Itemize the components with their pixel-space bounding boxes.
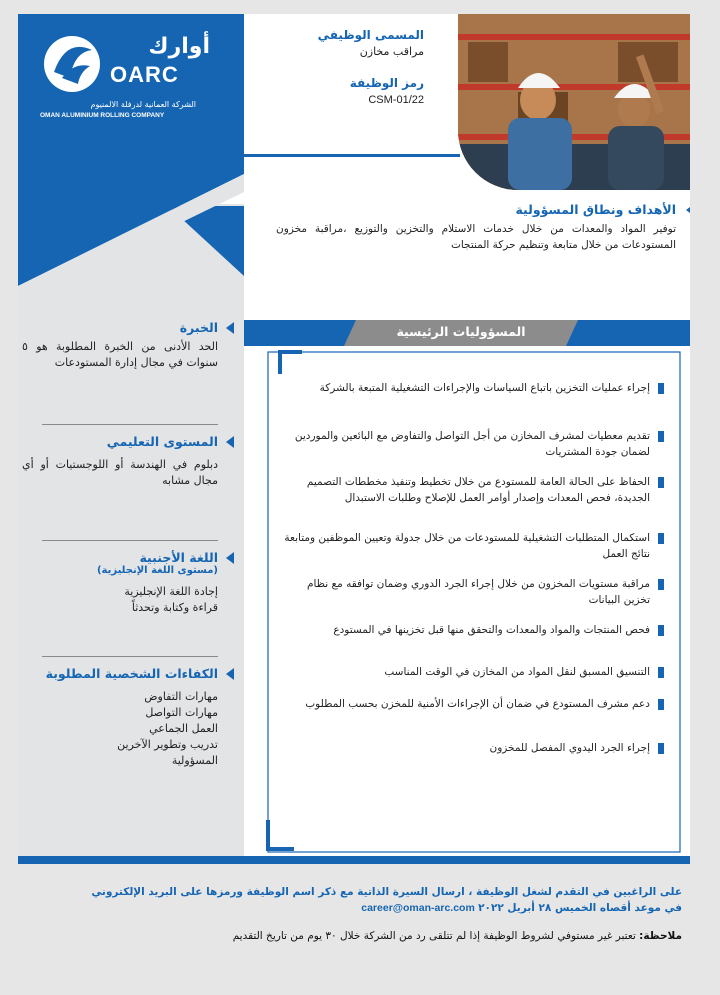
job-title-value: مراقب مخازن (359, 45, 424, 58)
competency-item: العمل الجماعي (149, 722, 218, 735)
logo-mark-icon (40, 32, 104, 96)
bullet-icon (658, 667, 664, 678)
section-arrow-icon (226, 552, 234, 564)
responsibility-item-7: التنسيق المسبق لنقل المواد من المخازن في الوقت المناسب (278, 664, 650, 680)
responsibility-item-1: إجراء عمليات التخزين باتباع السياسات والإجراءات التشغيلية المتبعة بالشركة (278, 380, 650, 396)
company-name-ar: أوارك (148, 34, 210, 59)
language-line-2: قراءة وكتابة وتحدثاً (131, 601, 218, 614)
bullet-icon (658, 477, 664, 488)
responsibility-item-2: تقديم معطيات لمشرف المخازن من أجل التواصل والتفاوض مع البائعين والموردين لضمان جودة المشتريات (278, 428, 650, 460)
bullet-icon (658, 533, 664, 544)
section-arrow-icon (686, 204, 690, 216)
sidebar-divider (42, 424, 218, 425)
note-label: ملاحظة: (639, 930, 682, 942)
sidebar-divider (42, 656, 218, 657)
responsibilities-heading: المسؤوليات الرئيسية (396, 324, 526, 339)
bullet-icon (658, 699, 664, 710)
job-code-value: CSM-01/22 (368, 94, 424, 106)
language-section (22, 550, 218, 616)
competency-item: تدريب وتطوير الآخرين (117, 738, 218, 751)
job-info (258, 28, 424, 108)
education-heading: المستوى التعليمي (106, 434, 218, 449)
footer (30, 884, 682, 944)
competency-item: مهارات التواصل (145, 706, 218, 719)
education-text: دبلوم في الهندسة أو اللوجستيات أو أي مجال مشابه (22, 458, 218, 487)
company-full-name-en: OMAN ALUMINIUM ROLLING COMPANY (40, 112, 165, 119)
education-section (22, 434, 218, 489)
experience-text: الحد الأدنى من الخبرة المطلوبة هو ٥ سنوات في مجال إدارة المستودعات (22, 340, 218, 369)
responsibility-item-3: الحفاظ على الحالة العامة للمستودع من خلال تخطيط وتنفيذ مخططات التصميم الجديدة، فحص المعدات وإصدار أوامر العمل للإصلاح وطلبات الاستبدال (278, 474, 650, 506)
language-subheading: (مستوى اللغة الإنجليزية) (96, 565, 218, 576)
company-full-name-ar: الشركة العمانية لدرفلة الالمنيوم (90, 100, 196, 109)
language-heading: اللغة الأجنبية (139, 550, 218, 565)
job-code-label: رمز الوظيفة (349, 76, 424, 90)
career-email-link[interactable]: career@oman-arc.com (361, 902, 475, 914)
competency-item: المسؤولية (171, 754, 218, 767)
job-title-label: المسمى الوظيفي (317, 28, 424, 42)
responsibility-item-6: فحص المنتجات والمواد والمعدات والتحقق منها قبل تخزينها في المستودع (278, 622, 650, 638)
section-arrow-icon (226, 322, 234, 334)
apply-instructions-line-2: في موعد أقصاه الخميس ٢٨ أبريل ٢٠٢٢ (478, 902, 682, 914)
apply-instructions-line-1: على الراغبين في التقدم لشغل الوظيفة ، ارسال السيرة الذاتية مع ذكر اسم الوظيفة ورمزها على البريد الإلكتروني (91, 886, 682, 898)
objectives-section (276, 202, 676, 253)
bullet-icon (658, 625, 664, 636)
section-arrow-icon (226, 668, 234, 680)
responsibility-item-5: مراقبة مستويات المخزون من خلال إجراء الجرد الدوري وضمان توافقه مع نظام تخزين البيانات (278, 576, 650, 608)
company-name-en: OARC (110, 62, 179, 87)
job-posting-page (18, 14, 690, 864)
warehouse-workers-image (458, 14, 690, 190)
competencies-section (22, 666, 218, 769)
header-photo (458, 14, 690, 190)
objectives-heading: الأهداف ونطاق المسؤولية (515, 202, 676, 217)
objectives-text: توفير المواد والمعدات من خلال خدمات الاستلام والتخزين والتوزيع ،مراقبة مخزون المستودعات من خلال متابعة وتنظيم حركة المنتجات (276, 223, 676, 251)
section-arrow-icon (226, 436, 234, 448)
competency-item: مهارات التفاوض (144, 690, 218, 703)
experience-heading: الخبرة (179, 320, 218, 335)
bullet-icon (658, 743, 664, 754)
company-logo (40, 32, 230, 142)
language-line-1: إجادة اللغة الإنجليزية (124, 585, 218, 598)
bullet-icon (658, 431, 664, 442)
sidebar-divider (42, 540, 218, 541)
experience-section (22, 320, 218, 371)
competencies-heading: الكفاءات الشخصية المطلوبة (45, 666, 218, 681)
bullet-icon (658, 383, 664, 394)
responsibility-item-4: استكمال المتطلبات التشغيلية للمستودعات من خلال جدولة وتعيين الموظفين ومتابعة نتائج العمل (278, 530, 650, 562)
note-text: تعتبر غير مستوفي لشروط الوظيفة إذا لم تتلقى رد من الشركة خلال ٣٠ يوم من تاريخ التقديم (232, 930, 636, 942)
responsibility-item-9: إجراء الجرد اليدوي المفصل للمخزون (278, 740, 650, 756)
responsibility-item-8: دعم مشرف المستودع في ضمان أن الإجراءات الأمنية للمخزن بحسب المطلوب (278, 696, 650, 712)
bullet-icon (658, 579, 664, 590)
